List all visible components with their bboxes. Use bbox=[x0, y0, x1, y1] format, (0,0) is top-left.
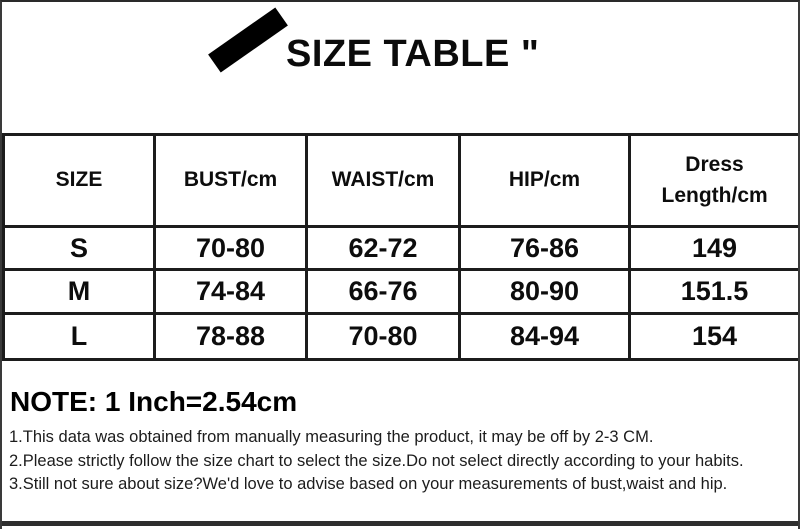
cell-dress-length: 149 bbox=[630, 227, 800, 270]
note-item-1: 1.This data was obtained from manually measuring the product, it may be off by 2-3 CM. bbox=[9, 428, 654, 446]
col-header-dress-length-label: Dress Length/cm bbox=[661, 153, 768, 207]
table-row-l bbox=[4, 314, 800, 360]
cell-dress-length: 154 bbox=[630, 314, 800, 360]
cell-size: S bbox=[4, 227, 155, 270]
note-item-2: 2.Please strictly follow the size chart to select the size.Do not select directly according to your habits. bbox=[9, 451, 744, 470]
cell-bust: 70-80 bbox=[155, 227, 307, 270]
cell-size: M bbox=[4, 270, 155, 314]
table-row-m bbox=[4, 270, 800, 314]
table-row-s bbox=[4, 227, 800, 270]
cell-waist: 66-76 bbox=[307, 270, 460, 314]
cell-waist: 62-72 bbox=[307, 227, 460, 270]
cell-hip: 84-94 bbox=[460, 314, 630, 360]
cell-size: L bbox=[4, 314, 155, 360]
cell-bust: 78-88 bbox=[155, 314, 307, 360]
cell-waist: 70-80 bbox=[307, 314, 460, 360]
cell-dress-length: 151.5 bbox=[630, 270, 800, 314]
col-header-size: SIZE bbox=[4, 135, 155, 227]
size-table bbox=[2, 133, 800, 361]
note-heading: NOTE: 1 Inch=2.54cm bbox=[10, 386, 298, 417]
col-header-dress-length bbox=[630, 135, 800, 227]
cell-hip: 76-86 bbox=[460, 227, 630, 270]
note-section bbox=[9, 386, 794, 497]
page-title: SIZE TABLE " bbox=[286, 33, 540, 75]
cell-hip: 80-90 bbox=[460, 270, 630, 314]
diagonal-slash-graphic bbox=[208, 7, 288, 72]
col-header-bust: BUST/cm bbox=[155, 135, 307, 227]
cell-bust: 74-84 bbox=[155, 270, 307, 314]
bottom-border-line bbox=[0, 521, 800, 526]
col-header-waist: WAIST/cm bbox=[307, 135, 460, 227]
table-header-row bbox=[4, 135, 800, 227]
note-item-3: 3.Still not sure about size?We'd love to advise based on your measurements of bust,waist and hip. bbox=[9, 475, 728, 493]
col-header-hip: HIP/cm bbox=[460, 135, 630, 227]
